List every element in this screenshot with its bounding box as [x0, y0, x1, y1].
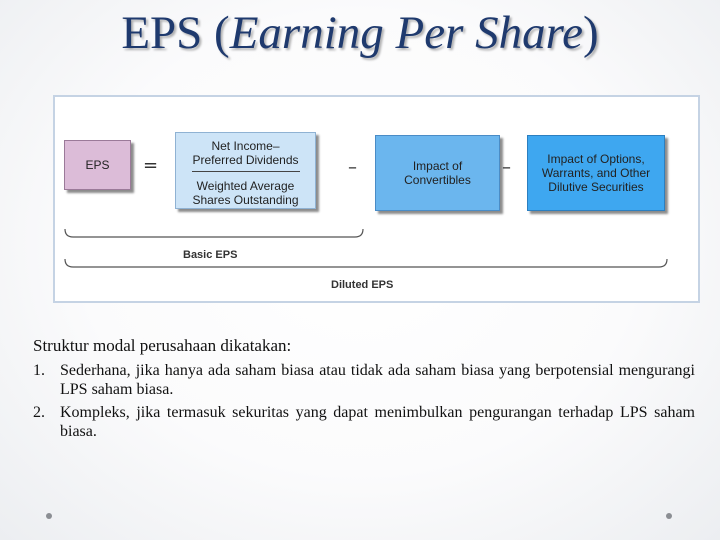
list-item-text: Kompleks, jika termasuk sekuritas yang dapat menimbulkan pengurangan terhadap LPS saham biasa. [60, 404, 695, 440]
basic-eps-label: Basic EPS [183, 249, 238, 261]
convertibles-line-2: Convertibles [404, 173, 471, 187]
eps-box-label: EPS [85, 158, 110, 172]
options-line-1: Impact of Options, [547, 152, 645, 166]
options-line-2: Warrants, and Other [541, 166, 651, 180]
diluted-eps-bracket [65, 259, 667, 267]
intro-text: Struktur modal perusahaan dikatakan: [33, 336, 292, 355]
convertibles-line-1: Impact of [412, 159, 463, 173]
minus-sign-1: – [348, 157, 357, 178]
options-line-3: Dilutive Securities [548, 180, 644, 194]
list-item [33, 403, 695, 441]
title-italic-text: Earning Per Share [229, 7, 584, 59]
title-close-paren: ) [583, 7, 599, 59]
denominator-line-1: Weighted Average [196, 179, 295, 193]
diluted-eps-label: Diluted EPS [331, 279, 394, 291]
bracket-lines [55, 97, 702, 305]
basic-eps-bracket [65, 229, 363, 237]
body-text [33, 336, 695, 445]
denominator-line-2: Shares Outstanding [192, 193, 299, 207]
equals-sign: = [143, 155, 159, 176]
decorative-dot-left [46, 513, 52, 519]
list-item-text: Sederhana, jika hanya ada saham biasa atau tidak ada saham biasa yang berpotensial mengurangi LPS saham biasa. [60, 362, 695, 398]
list-item [33, 361, 695, 399]
eps-diagram [53, 95, 700, 303]
slide-title [0, 6, 720, 60]
list-item-number: 2. [33, 404, 45, 421]
minus-sign-2: – [502, 157, 511, 178]
numerator-line-1: Net Income– [211, 139, 280, 153]
decorative-dot-right [666, 513, 672, 519]
numerator-line-2: Preferred Dividends [192, 153, 299, 167]
list-item-number: 1. [33, 362, 45, 379]
title-text: EPS ( [121, 7, 230, 59]
capital-structure-list [33, 361, 695, 441]
